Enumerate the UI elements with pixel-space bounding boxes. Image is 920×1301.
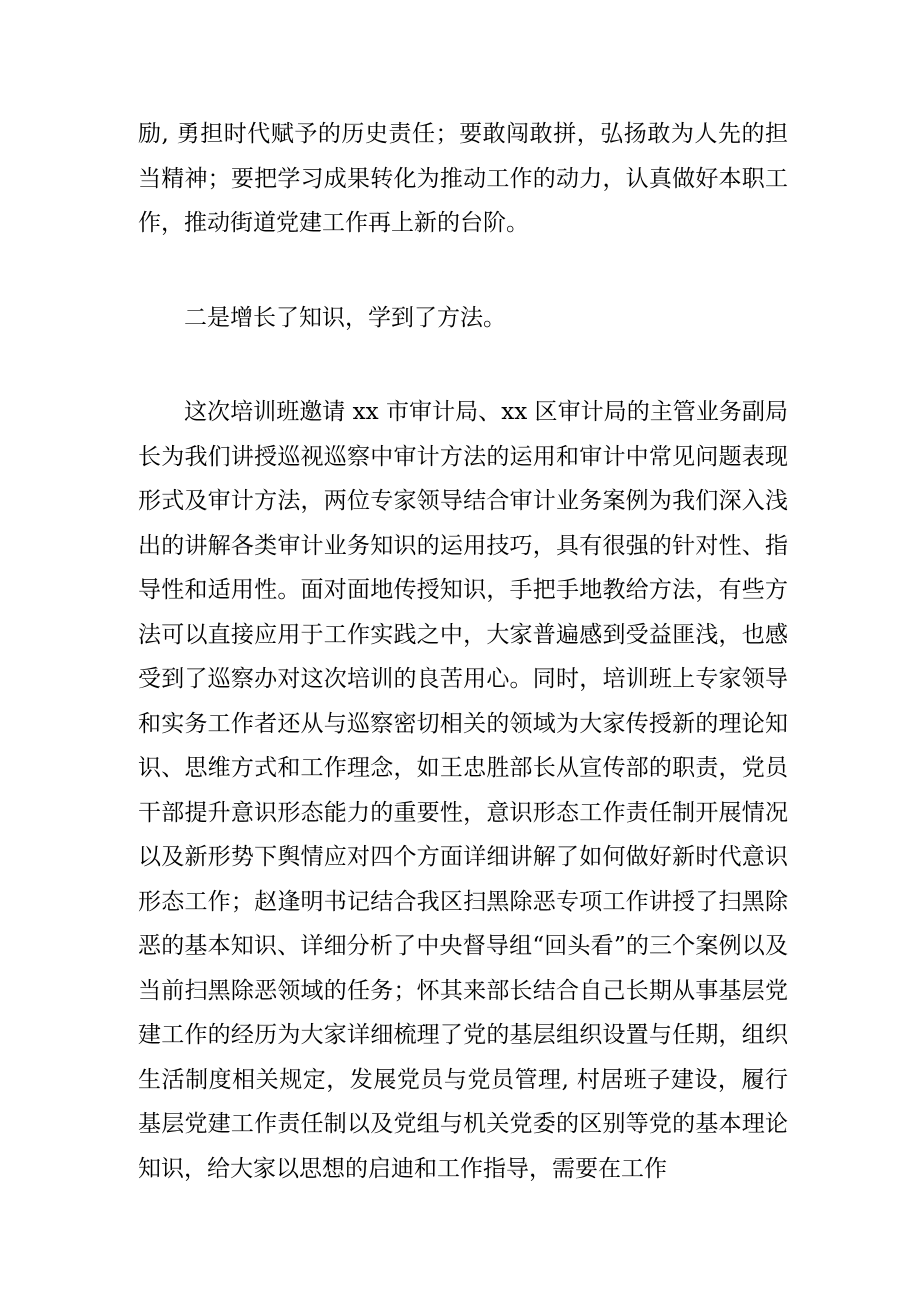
- document-body: [138, 112, 788, 1191]
- section-heading: 二是增长了知识，学到了方法。: [184, 304, 506, 331]
- paragraph-training-details: 这次培训班邀请 xx 市审计局、xx 区审计局的主管业务副局长为我们讲授巡视巡察中审计方法的运用和审计中常见问题表现形式及审计方法，两位专家领导结合审计业务案例为我们深入浅出的讲解各类审计业务知识的运用技巧，具有很强的针对性、指导性和适用性。面对面地传授知识，手把手地教给方法，有些方法可以直接应用于工作实践之中，大家普遍感到受益匪浅，也感受到了巡察办对这次培训的良苦用心。同时，培训班上专家领导和实务工作者还从与巡察密切相关的领域为大家传授新的理论知识、思维方式和工作理念，如王忠胜部长从宣传部的职责，党员干部提升意识形态能力的重要性，意识形态工作责任制开展情况以及新形势下舆情应对四个方面详细讲解了如何做好新时代意识形态工作；赵逢明书记结合我区扫黑除恶专项工作讲授了扫黑除恶的基本知识、详细分析了中央督导组“回头看”的三个案例以及当前扫黑除恶领域的任务；怀其来部长结合自己长期从事基层党建工作的经历为大家详细梳理了党的基层组织设置与任期，组织生活制度相关规定，发展党员与党员管理, 村居班子建设，履行基层党建工作责任制以及党组与机关党委的区别等党的基本理论知识，给大家以思想的启迪和工作指导，需要在工作: [138, 399, 788, 1182]
- paragraph-continuation: 励, 勇担时代赋予的历史责任；要敢闯敢拼，弘扬敢为人先的担当精神；要把学习成果转化为推动工作的动力，认真做好本职工作，推动街道党建工作再上新的台阶。: [138, 121, 788, 236]
